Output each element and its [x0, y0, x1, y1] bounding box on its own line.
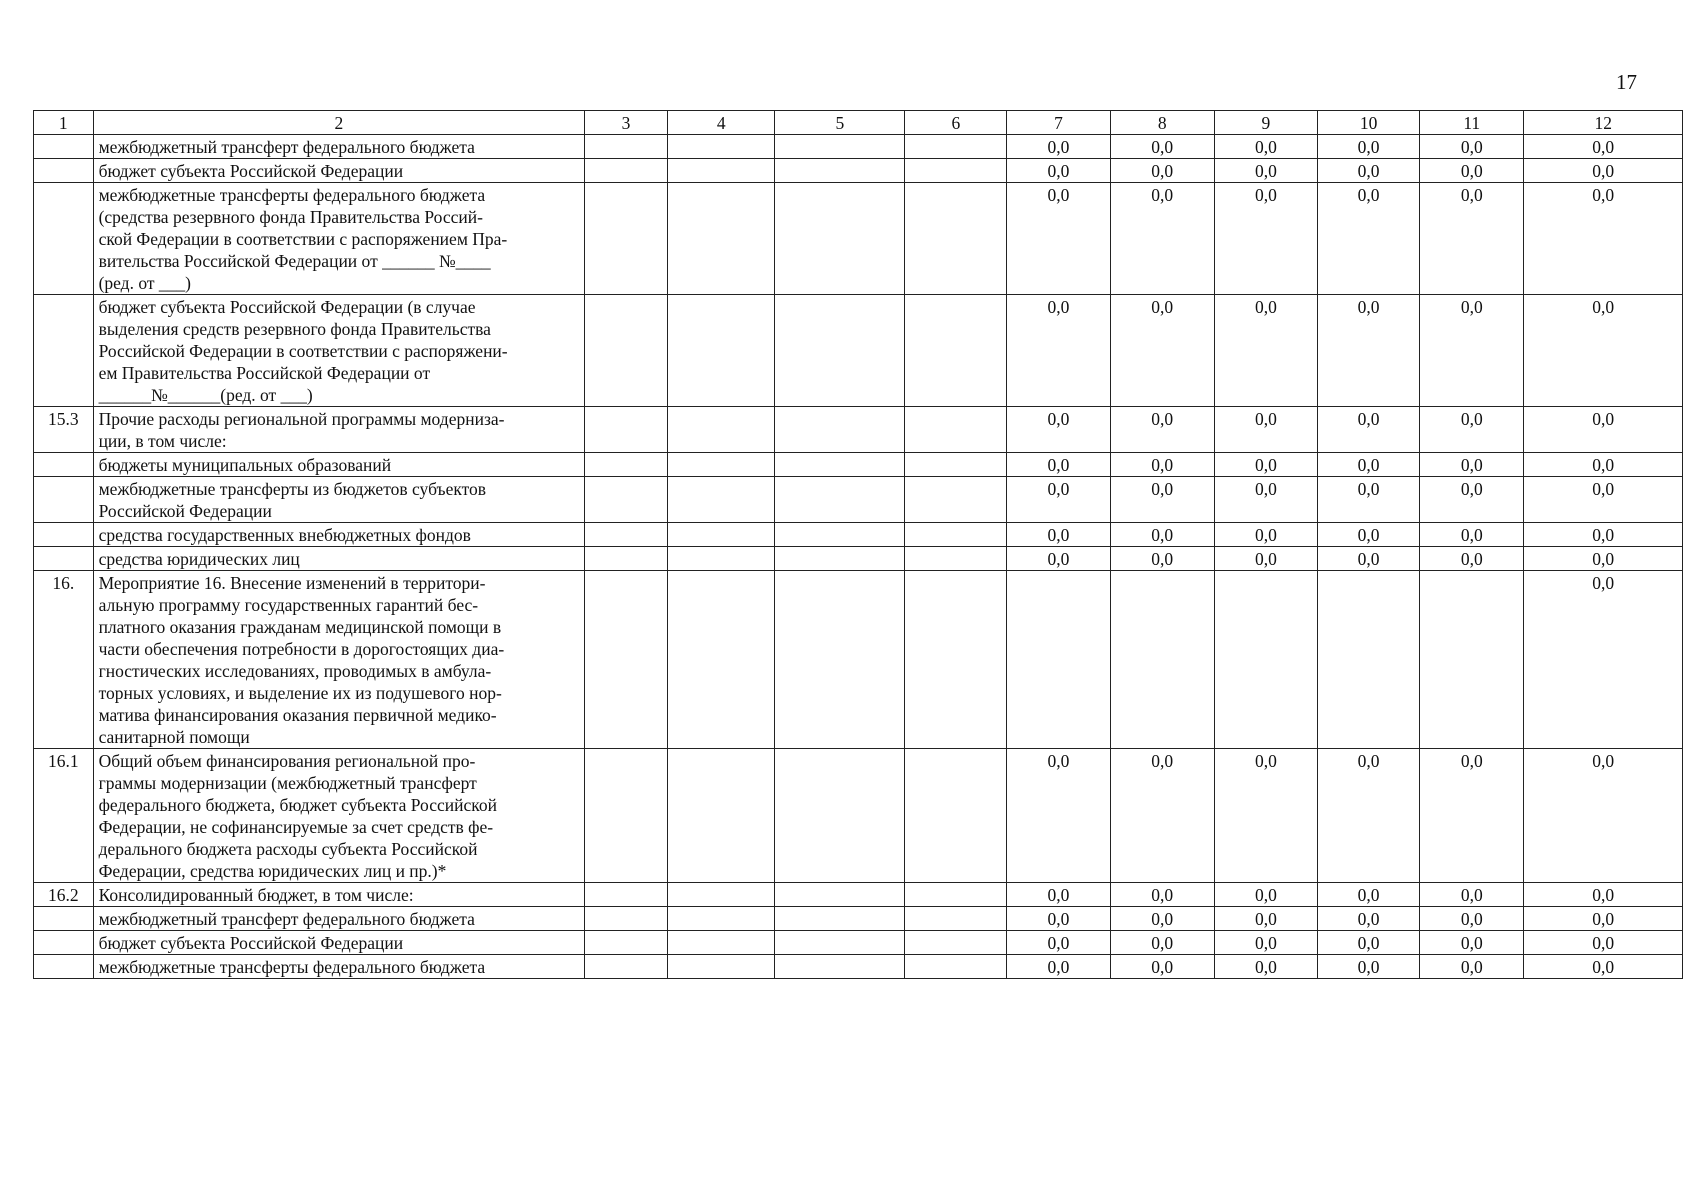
column-header: 7 — [1007, 111, 1110, 135]
empty-cell — [668, 159, 775, 183]
value-cell: 0,0 — [1420, 477, 1524, 523]
value-cell: 0,0 — [1524, 547, 1683, 571]
empty-cell — [775, 547, 905, 571]
row-number — [34, 955, 94, 979]
table-row — [34, 453, 1683, 477]
row-number — [34, 907, 94, 931]
row-description: межбюджетный трансферт федерального бюджета — [93, 907, 585, 931]
value-cell: 0,0 — [1420, 183, 1524, 295]
empty-cell — [775, 931, 905, 955]
table-row — [34, 407, 1683, 453]
empty-cell — [668, 749, 775, 883]
column-header: 6 — [905, 111, 1007, 135]
table-row — [34, 571, 1683, 749]
value-cell: 0,0 — [1110, 523, 1214, 547]
empty-cell — [668, 477, 775, 523]
value-cell: 0,0 — [1420, 453, 1524, 477]
row-description: средства государственных внебюджетных фондов — [93, 523, 585, 547]
table-row — [34, 547, 1683, 571]
table-row — [34, 477, 1683, 523]
value-cell: 0,0 — [1420, 547, 1524, 571]
empty-cell — [775, 883, 905, 907]
value-cell: 0,0 — [1524, 571, 1683, 749]
empty-cell — [668, 571, 775, 749]
column-header: 4 — [668, 111, 775, 135]
value-cell: 0,0 — [1110, 407, 1214, 453]
empty-cell — [668, 183, 775, 295]
page-number: 17 — [1616, 70, 1637, 94]
column-header: 8 — [1110, 111, 1214, 135]
table-row — [34, 183, 1683, 295]
row-description: межбюджетный трансферт федерального бюджета — [93, 135, 585, 159]
empty-cell — [905, 183, 1007, 295]
value-cell: 0,0 — [1007, 883, 1110, 907]
value-cell: 0,0 — [1318, 407, 1420, 453]
value-cell: 0,0 — [1318, 183, 1420, 295]
value-cell: 0,0 — [1420, 907, 1524, 931]
empty-cell — [668, 407, 775, 453]
value-cell: 0,0 — [1420, 523, 1524, 547]
value-cell: 0,0 — [1420, 295, 1524, 407]
value-cell: 0,0 — [1524, 453, 1683, 477]
row-number: 16.1 — [34, 749, 94, 883]
value-cell: 0,0 — [1524, 183, 1683, 295]
table-row — [34, 883, 1683, 907]
column-header: 2 — [93, 111, 585, 135]
value-cell: 0,0 — [1110, 883, 1214, 907]
empty-cell — [905, 135, 1007, 159]
empty-cell — [668, 135, 775, 159]
empty-cell — [905, 407, 1007, 453]
row-description: межбюджетные трансферты из бюджетов субъектов Российской Федерации — [93, 477, 585, 523]
value-cell: 0,0 — [1318, 931, 1420, 955]
empty-cell — [585, 907, 668, 931]
empty-cell — [585, 407, 668, 453]
row-number — [34, 159, 94, 183]
empty-cell — [775, 453, 905, 477]
empty-cell — [585, 453, 668, 477]
value-cell: 0,0 — [1110, 453, 1214, 477]
value-cell: 0,0 — [1214, 931, 1317, 955]
row-number: 16.2 — [34, 883, 94, 907]
empty-cell — [905, 159, 1007, 183]
table-row — [34, 159, 1683, 183]
value-cell: 0,0 — [1318, 955, 1420, 979]
empty-cell — [775, 159, 905, 183]
empty-cell — [905, 955, 1007, 979]
row-description: межбюджетные трансферты федерального бюджета — [93, 955, 585, 979]
value-cell — [1318, 571, 1420, 749]
row-description: Прочие расходы региональной программы модерниза- ции, в том числе: — [93, 407, 585, 453]
row-number: 16. — [34, 571, 94, 749]
value-cell: 0,0 — [1214, 907, 1317, 931]
value-cell: 0,0 — [1110, 135, 1214, 159]
row-description: бюджеты муниципальных образований — [93, 453, 585, 477]
value-cell: 0,0 — [1214, 523, 1317, 547]
row-description: межбюджетные трансферты федерального бюджета (средства резервного фонда Правительства Россий- ской Федерации в соответствии с распоряжением Пра- вительства Российской Федерации от ______ №____ (ред. от ___) — [93, 183, 585, 295]
value-cell: 0,0 — [1214, 749, 1317, 883]
value-cell: 0,0 — [1524, 931, 1683, 955]
value-cell: 0,0 — [1318, 295, 1420, 407]
empty-cell — [775, 571, 905, 749]
empty-cell — [585, 883, 668, 907]
table-body — [34, 111, 1683, 979]
value-cell: 0,0 — [1007, 477, 1110, 523]
value-cell: 0,0 — [1524, 749, 1683, 883]
empty-cell — [775, 183, 905, 295]
value-cell: 0,0 — [1318, 883, 1420, 907]
empty-cell — [585, 159, 668, 183]
value-cell — [1420, 571, 1524, 749]
table-row — [34, 135, 1683, 159]
value-cell — [1007, 571, 1110, 749]
empty-cell — [585, 183, 668, 295]
value-cell: 0,0 — [1007, 749, 1110, 883]
empty-cell — [905, 883, 1007, 907]
value-cell: 0,0 — [1110, 477, 1214, 523]
value-cell: 0,0 — [1318, 159, 1420, 183]
value-cell: 0,0 — [1214, 295, 1317, 407]
value-cell: 0,0 — [1318, 547, 1420, 571]
column-header: 5 — [775, 111, 905, 135]
value-cell: 0,0 — [1110, 547, 1214, 571]
budget-table — [33, 110, 1683, 979]
row-description: бюджет субъекта Российской Федерации (в случае выделения средств резервного фонда Правительства Российской Федерации в соответствии с распоряжени- ем Правительства Российской Федерации от ______№______(ред. от ___) — [93, 295, 585, 407]
value-cell: 0,0 — [1007, 523, 1110, 547]
value-cell: 0,0 — [1524, 883, 1683, 907]
value-cell: 0,0 — [1214, 955, 1317, 979]
value-cell: 0,0 — [1214, 183, 1317, 295]
row-description: Консолидированный бюджет, в том числе: — [93, 883, 585, 907]
row-number — [34, 931, 94, 955]
value-cell — [1110, 571, 1214, 749]
empty-cell — [585, 955, 668, 979]
value-cell: 0,0 — [1007, 159, 1110, 183]
value-cell: 0,0 — [1110, 183, 1214, 295]
value-cell: 0,0 — [1214, 407, 1317, 453]
value-cell: 0,0 — [1318, 523, 1420, 547]
empty-cell — [668, 931, 775, 955]
empty-cell — [585, 571, 668, 749]
empty-cell — [585, 477, 668, 523]
row-description: Мероприятие 16. Внесение изменений в территори- альную программу государственных гарантий бес- платного оказания гражданам медицинской помощи в части обеспечения потребности в дорогостоящих диа- гностических исследованиях, проводимых в амбула- торных условиях, и выделение их из подушевого нор- матива финансирования оказания первичной медико- санитарной помощи — [93, 571, 585, 749]
value-cell — [1214, 571, 1317, 749]
empty-cell — [585, 749, 668, 883]
empty-cell — [585, 295, 668, 407]
value-cell: 0,0 — [1214, 547, 1317, 571]
empty-cell — [668, 523, 775, 547]
value-cell: 0,0 — [1420, 749, 1524, 883]
empty-cell — [905, 477, 1007, 523]
value-cell: 0,0 — [1110, 749, 1214, 883]
empty-cell — [585, 931, 668, 955]
value-cell: 0,0 — [1214, 453, 1317, 477]
empty-cell — [775, 407, 905, 453]
value-cell: 0,0 — [1110, 159, 1214, 183]
value-cell: 0,0 — [1318, 749, 1420, 883]
value-cell: 0,0 — [1420, 883, 1524, 907]
empty-cell — [775, 523, 905, 547]
empty-cell — [775, 907, 905, 931]
value-cell: 0,0 — [1214, 159, 1317, 183]
empty-cell — [668, 295, 775, 407]
value-cell: 0,0 — [1524, 407, 1683, 453]
value-cell: 0,0 — [1420, 135, 1524, 159]
value-cell: 0,0 — [1007, 135, 1110, 159]
value-cell: 0,0 — [1214, 135, 1317, 159]
value-cell: 0,0 — [1524, 955, 1683, 979]
column-header: 11 — [1420, 111, 1524, 135]
value-cell: 0,0 — [1110, 931, 1214, 955]
table-row — [34, 955, 1683, 979]
value-cell: 0,0 — [1524, 135, 1683, 159]
empty-cell — [668, 907, 775, 931]
row-description: средства юридических лиц — [93, 547, 585, 571]
value-cell: 0,0 — [1524, 907, 1683, 931]
value-cell: 0,0 — [1007, 407, 1110, 453]
empty-cell — [905, 571, 1007, 749]
row-number: 15.3 — [34, 407, 94, 453]
value-cell: 0,0 — [1110, 955, 1214, 979]
empty-cell — [668, 547, 775, 571]
column-header: 12 — [1524, 111, 1683, 135]
value-cell: 0,0 — [1420, 159, 1524, 183]
value-cell: 0,0 — [1318, 907, 1420, 931]
column-header: 3 — [585, 111, 668, 135]
empty-cell — [775, 135, 905, 159]
empty-cell — [905, 907, 1007, 931]
header-row — [34, 111, 1683, 135]
empty-cell — [905, 523, 1007, 547]
empty-cell — [775, 477, 905, 523]
column-header: 1 — [34, 111, 94, 135]
value-cell: 0,0 — [1524, 523, 1683, 547]
value-cell: 0,0 — [1007, 295, 1110, 407]
value-cell: 0,0 — [1318, 477, 1420, 523]
value-cell: 0,0 — [1007, 931, 1110, 955]
empty-cell — [668, 453, 775, 477]
row-description: бюджет субъекта Российской Федерации — [93, 159, 585, 183]
row-number — [34, 453, 94, 477]
row-number — [34, 135, 94, 159]
value-cell: 0,0 — [1007, 183, 1110, 295]
table-row — [34, 295, 1683, 407]
row-number — [34, 523, 94, 547]
empty-cell — [585, 135, 668, 159]
empty-cell — [585, 523, 668, 547]
value-cell: 0,0 — [1524, 159, 1683, 183]
value-cell: 0,0 — [1524, 295, 1683, 407]
empty-cell — [905, 749, 1007, 883]
value-cell: 0,0 — [1007, 907, 1110, 931]
value-cell: 0,0 — [1420, 407, 1524, 453]
table-row — [34, 749, 1683, 883]
table-row — [34, 523, 1683, 547]
value-cell: 0,0 — [1420, 955, 1524, 979]
row-number — [34, 547, 94, 571]
empty-cell — [668, 955, 775, 979]
table-row — [34, 931, 1683, 955]
empty-cell — [585, 547, 668, 571]
value-cell: 0,0 — [1110, 295, 1214, 407]
row-description: Общий объем финансирования региональной про- граммы модернизации (межбюджетный трансферт федерального бюджета, бюджет субъекта Российской Федерации, не софинансируемые за счет средств фе- дерального бюджета расходы субъекта Российской Федерации, средства юридических лиц и пр.)* — [93, 749, 585, 883]
empty-cell — [775, 295, 905, 407]
value-cell: 0,0 — [1420, 931, 1524, 955]
column-header: 10 — [1318, 111, 1420, 135]
empty-cell — [905, 453, 1007, 477]
empty-cell — [905, 295, 1007, 407]
empty-cell — [905, 931, 1007, 955]
empty-cell — [668, 883, 775, 907]
table-row — [34, 907, 1683, 931]
empty-cell — [775, 749, 905, 883]
row-number — [34, 295, 94, 407]
value-cell: 0,0 — [1214, 477, 1317, 523]
value-cell: 0,0 — [1524, 477, 1683, 523]
empty-cell — [905, 547, 1007, 571]
row-number — [34, 183, 94, 295]
value-cell: 0,0 — [1318, 453, 1420, 477]
value-cell: 0,0 — [1318, 135, 1420, 159]
value-cell: 0,0 — [1110, 907, 1214, 931]
value-cell: 0,0 — [1007, 547, 1110, 571]
value-cell: 0,0 — [1214, 883, 1317, 907]
row-description: бюджет субъекта Российской Федерации — [93, 931, 585, 955]
empty-cell — [775, 955, 905, 979]
value-cell: 0,0 — [1007, 955, 1110, 979]
row-number — [34, 477, 94, 523]
value-cell: 0,0 — [1007, 453, 1110, 477]
column-header: 9 — [1214, 111, 1317, 135]
